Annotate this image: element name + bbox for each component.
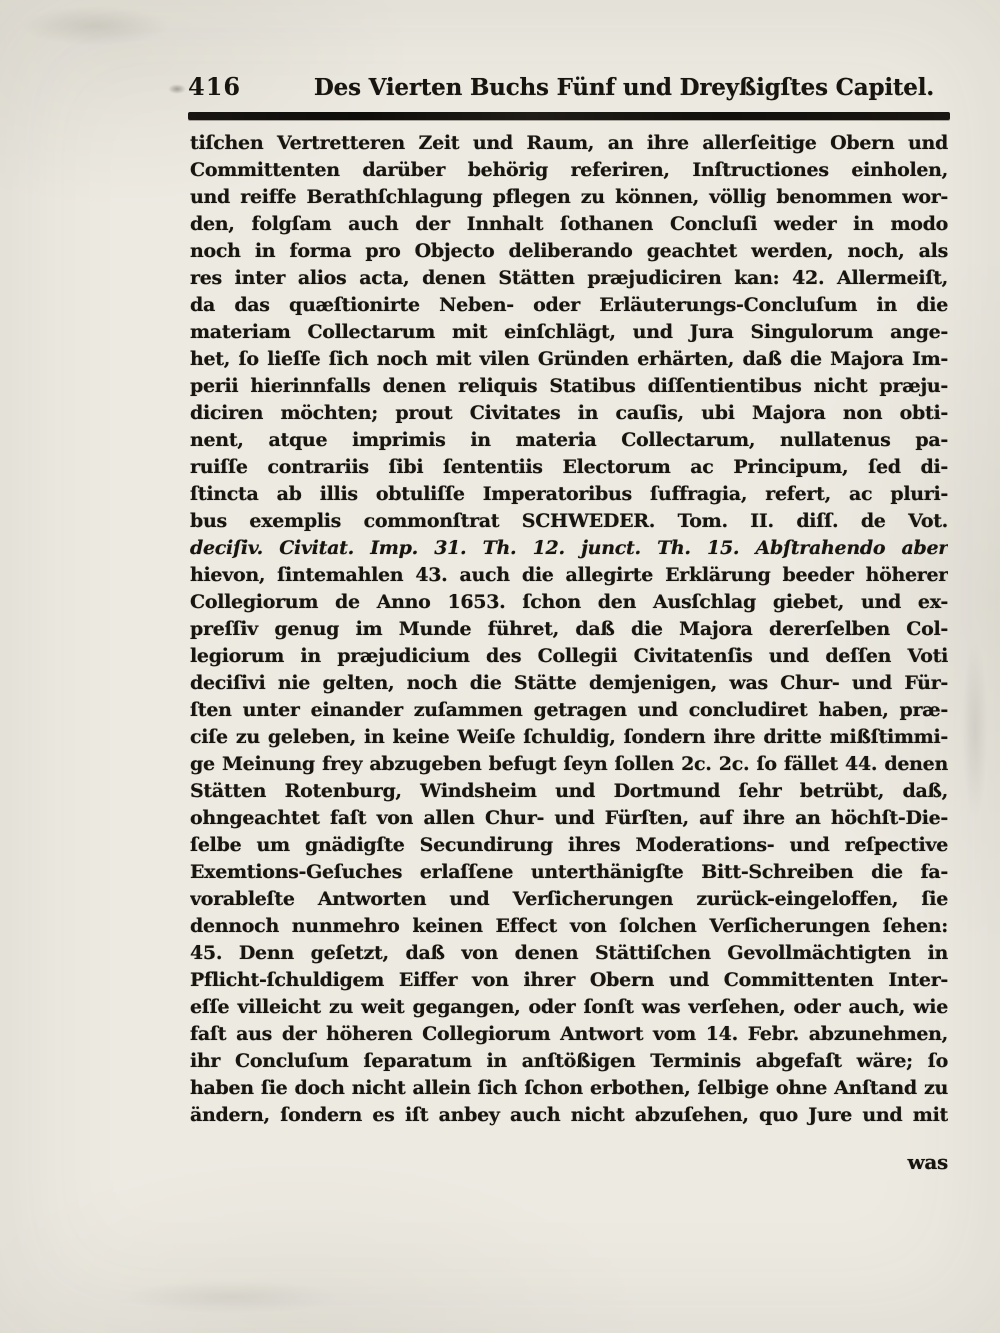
catchword: was xyxy=(907,1150,948,1174)
text-line: eſſe villeicht zu weit gegangen, oder ſonſt was verſehen, oder auch, wie xyxy=(190,996,948,1018)
text-line: het, ſo lieſſe ſich noch mit vilen Gründen erhärten, daß die Majora Im- xyxy=(190,348,948,370)
text-line: ihr Concluſum ſeparatum in anſtößigen Terminis abgefaſt wäre; ſo xyxy=(190,1050,948,1072)
text-line: tiſchen Vertretteren Zeit und Raum, an ihre allerſeitige Obern und xyxy=(190,132,948,154)
text-line: ſtincta ab illis obtuliſſe Imperatoribus ſuffragia, refert, ac pluri- xyxy=(190,483,948,505)
text-line: Collegiorum de Anno 1653. ſchon den Ausſchlag giebet, und ex- xyxy=(190,591,948,613)
text-line: Exemtions-Geſuches erlaſſene unterthänigſte Bitt-Schreiben die fa- xyxy=(190,861,948,883)
text-line: ge Meinung frey abzugeben befugt ſeyn ſollen 2c. 2c. ſo fället 44. denen xyxy=(190,753,948,775)
text-line: ſten unter einander zuſammen getragen und concludiret haben, præ- xyxy=(190,699,948,721)
page-header xyxy=(188,72,950,101)
text-line: Stätten Rotenburg, Windsheim und Dortmund ſehr betrübt, daß, xyxy=(190,780,948,802)
text-line: bus exemplis commonſtrat SCHWEDER. Tom. II. diſſ. de Vot. xyxy=(190,510,948,532)
text-line: materiam Collectarum mit einſchlägt, und Jura Singulorum ange- xyxy=(190,321,948,343)
text-line: ruiſſe contrariis ſibi ſententiis Electorum ac Principum, ſed di- xyxy=(190,456,948,478)
text-line: deciſiv. Civitat. Imp. 31. Th. 12. junct. Th. 15. Abſtrahendo aber xyxy=(190,537,948,559)
text-line: nent, atque imprimis in materia Collectarum, nullatenus pa- xyxy=(190,429,948,451)
text-line: preſſiv genug im Munde führet, daß die Majora dererſelben Col- xyxy=(190,618,948,640)
scan-noise-smudge xyxy=(20,6,170,46)
text-line: Committenten darüber behörig referiren, Inſtructiones einholen, xyxy=(190,159,948,181)
text-line: haben ſie doch nicht allein ſich ſchon erbothen, ſelbige ohne Anſtand zu xyxy=(190,1077,948,1099)
text-line: hievon, ſintemahlen 43. auch die allegirte Erklärung beeder höherer xyxy=(190,564,948,586)
text-line: dennoch nunmehro keinen Effect von ſolchen Verſicherungen ſehen: xyxy=(190,915,948,937)
text-line: diciren möchten; prout Civitates in cauſis, ubi Majora non obti- xyxy=(190,402,948,424)
scan-noise-smudge xyxy=(962,640,988,820)
text-line: ciſe zu geleben, in keine Weiſe ſchuldig, ſondern ihre dritte mißſtimmi- xyxy=(190,726,948,748)
text-line: vorableſte Antworten und Verſicherungen zurück-eingeloffen, ſie xyxy=(190,888,948,910)
page-number: 416 xyxy=(188,72,242,101)
scan-noise-smudge xyxy=(120,1280,340,1314)
body-text xyxy=(190,130,948,1129)
text-line: noch in forma pro Objecto deliberando geachtet werden, noch, als xyxy=(190,240,948,262)
text-line: res inter alios acta, denen Stätten præjudiciren kan: 42. Allermeiſt, xyxy=(190,267,948,289)
text-line: da das quæſtionirte Neben- oder Erläuterungs-Concluſum in die xyxy=(190,294,948,316)
text-line: ändern, ſondern es iſt anbey auch nicht abzuſehen, quo Jure und mit xyxy=(190,1104,948,1126)
text-line: und reiffe Berathſchlagung pflegen zu können, völlig benommen wor- xyxy=(190,186,948,208)
text-line: faſt aus der höheren Collegiorum Antwort vom 14. Febr. abzunehmen, xyxy=(190,1023,948,1045)
text-line: legiorum in præjudicium des Collegii Civitatenſis und deſſen Voti xyxy=(190,645,948,667)
text-line: 45. Denn geſetzt, daß von denen Stättiſchen Gevollmächtigten in xyxy=(190,942,948,964)
header-rule xyxy=(188,112,950,120)
text-line: den, folgſam auch der Innhalt ſothanen Concluſi weder in modo xyxy=(190,213,948,235)
text-line: Pflicht-ſchuldigem Eiffer von ihrer Obern und Committenten Inter- xyxy=(190,969,948,991)
text-line: perii hierinnfalls denen reliquis Statibus diſſentientibus nicht præju- xyxy=(190,375,948,397)
text-line: ohngeachtet faſt von allen Chur- und Fürſten, auf ihre an höchſt-Die- xyxy=(190,807,948,829)
scan-noise-smudge xyxy=(168,84,186,94)
text-line: ſelbe um gnädigſte Secundirung ihres Moderations- und reſpective xyxy=(190,834,948,856)
catchword-row xyxy=(190,1150,948,1174)
text-line: deciſivi nie gelten, noch die Stätte demjenigen, was Chur- und Für- xyxy=(190,672,948,694)
running-title: Des Vierten Buchs Fünf und Dreyßigſtes Capitel. xyxy=(313,74,935,101)
